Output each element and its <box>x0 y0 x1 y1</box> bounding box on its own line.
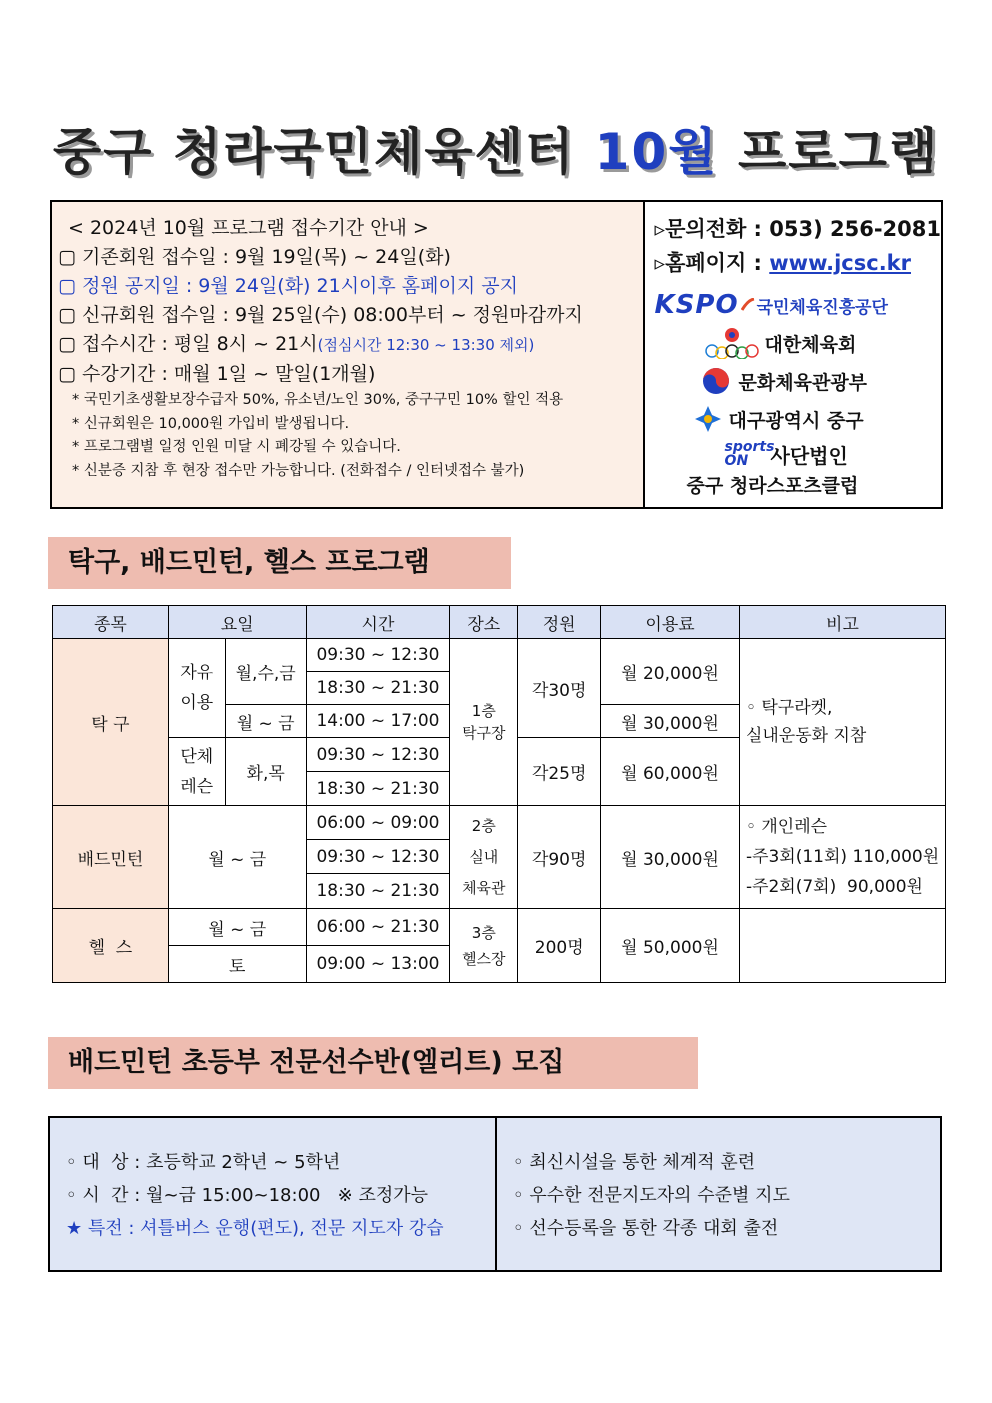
program-table <box>52 605 946 983</box>
hl-note <box>739 909 945 983</box>
sports-council-name: 대한체육회 <box>764 333 857 356</box>
tt-time-5: 18:30 ~ 21:30 <box>306 772 450 806</box>
tt-free-label: 자유 이용 <box>168 639 225 738</box>
bm-time-1: 06:00 ~ 09:00 <box>306 806 450 840</box>
tt-fee-free-weekday: 월 30,000원 <box>601 705 740 738</box>
tt-group-days: 화,목 <box>225 738 306 806</box>
notice-line-announce: ▢ 정원 공지일 : 9월 24일(화) 21시이후 홈페이지 공지 <box>58 275 518 297</box>
header-time: 시간 <box>306 606 450 639</box>
tt-free-days-mwf: 월,수,금 <box>225 639 306 705</box>
elite-details <box>50 1118 497 1270</box>
sport-badminton: 배드민턴 <box>53 806 169 909</box>
elite-features <box>497 1118 940 1270</box>
kspo-logo <box>655 286 941 324</box>
club-type: 사단법인 <box>770 443 848 468</box>
notice-note-id: * 신분증 지참 후 현장 접수만 가능합니다. (전화접수 / 인터넷접수 불가) <box>72 462 525 479</box>
notice-hours-lunch: (점심시간 12:30 ~ 13:30 제외) <box>317 336 535 354</box>
header-place: 장소 <box>450 606 518 639</box>
header-capacity: 정원 <box>518 606 601 639</box>
tt-group-label: 단체 레슨 <box>168 738 225 806</box>
contact-phone: ▹문의전화 : 053) 256-2081 <box>654 217 941 241</box>
club-mark: sports ON <box>724 439 775 469</box>
table-header-row <box>53 606 946 639</box>
bm-time-2: 09:30 ~ 12:30 <box>306 840 450 874</box>
contact-and-sponsors <box>645 202 941 507</box>
city-logo <box>655 400 941 438</box>
table-row <box>53 639 946 672</box>
table-row <box>53 806 946 840</box>
elite-time: ◦ 시 간 : 월~금 15:00~18:00 ※ 조정가능 <box>66 1185 428 1206</box>
tt-capacity-group: 각25명 <box>518 738 601 806</box>
bm-note <box>739 806 945 909</box>
club-name: 중구 청라스포츠클럽 <box>686 474 859 497</box>
header-days: 요일 <box>168 606 306 639</box>
elite-benefit: ★ 특전 : 셔틀버스 운행(편도), 전문 지도자 강습 <box>66 1218 444 1239</box>
notice-heading: < 2024년 10월 프로그램 접수기간 안내 > <box>68 217 429 239</box>
sports-council-logo <box>655 324 941 362</box>
registration-notice <box>52 202 645 507</box>
bm-note-lesson: ◦ 개인레슨 <box>745 817 828 837</box>
bm-capacity: 각90명 <box>518 806 601 909</box>
tt-fee-group: 월 60,000원 <box>601 738 740 806</box>
club-logo <box>655 438 941 470</box>
tt-time-1: 09:30 ~ 12:30 <box>306 639 450 672</box>
elite-feature-facility: ◦ 최신시설을 통한 체계적 훈련 <box>513 1152 756 1173</box>
bm-fee: 월 30,000원 <box>601 806 740 909</box>
bm-time-3: 18:30 ~ 21:30 <box>306 874 450 909</box>
header-fee: 이용료 <box>601 606 740 639</box>
tt-fee-free-mwf: 월 20,000원 <box>601 639 740 705</box>
sport-table-tennis: 탁 구 <box>53 639 169 806</box>
bm-place: 2층 실내 체육관 <box>450 806 518 909</box>
page-title <box>0 112 992 184</box>
homepage-link[interactable]: www.jcsc.kr <box>769 251 911 275</box>
notice-note-discount: * 국민기초생활보장수급자 50%, 유소년/노인 30%, 중구구민 10% 할인 적용 <box>72 392 564 408</box>
city-emblem-icon <box>693 404 723 434</box>
notice-hours-text: ▢ 접수시간 : 평일 8시 ~ 21시 <box>58 333 318 355</box>
hl-days-sat: 토 <box>168 946 306 983</box>
taegeuk-icon <box>701 366 731 396</box>
tt-capacity-free: 각30명 <box>518 639 601 738</box>
bm-note-3x: -주3회(11회) 110,000원 <box>745 847 940 867</box>
hl-time-1: 06:00 ~ 21:30 <box>306 909 450 946</box>
kspo-name: 국민체육진흥공단 <box>756 297 888 318</box>
notice-line-period: ▢ 수강기간 : 매월 1일 ~ 말일(1개월) <box>58 363 376 385</box>
city-name: 대구광역시 중구 <box>728 409 864 432</box>
contact-home-label: ▹홈페이지 : <box>654 251 770 275</box>
notice-note-fee: * 신규회원은 10,000원 가입비 발생됩니다. <box>72 415 350 432</box>
hl-time-2: 09:00 ~ 13:00 <box>306 946 450 983</box>
notice-note-cancel: * 프로그램별 일정 인원 미달 시 폐강될 수 있습니다. <box>72 439 401 455</box>
tt-note: ◦ 탁구라켓, 실내운동화 지참 <box>739 639 945 806</box>
title-accent: 10월 <box>594 123 719 181</box>
elite-feature-competition: ◦ 선수등록을 통한 각종 대회 출전 <box>513 1218 779 1239</box>
tt-time-3: 14:00 ~ 17:00 <box>306 705 450 738</box>
kspo-mark: KSPO <box>654 290 739 320</box>
bm-note-2x: -주2회(7회) 90,000원 <box>745 877 923 897</box>
hl-capacity: 200명 <box>518 909 601 983</box>
sport-health: 헬 스 <box>53 909 169 983</box>
ministry-name: 문화체육관광부 <box>738 371 868 394</box>
hl-fee: 월 50,000원 <box>601 909 740 983</box>
tt-time-2: 18:30 ~ 21:30 <box>306 672 450 705</box>
tt-free-days-weekday: 월 ~ 금 <box>225 705 306 738</box>
olympic-rings-icon <box>703 327 761 359</box>
table-row <box>53 909 946 946</box>
hl-place: 3층 헬스장 <box>450 909 518 983</box>
kspo-swoosh-icon <box>741 298 755 312</box>
registration-info-box <box>50 200 943 509</box>
bm-days: 월 ~ 금 <box>168 806 306 909</box>
program-section-heading: 탁구, 배드민턴, 헬스 프로그램 <box>48 537 511 589</box>
title-part2: 프로그램 <box>737 123 940 181</box>
elite-recruitment-box <box>48 1116 942 1272</box>
elite-feature-coach: ◦ 우수한 전문지도자의 수준별 지도 <box>513 1185 790 1206</box>
notice-line-new: ▢ 신규회원 접수일 : 9월 25일(수) 08:00부터 ~ 정원마감까지 <box>58 304 583 326</box>
hl-days-weekday: 월 ~ 금 <box>168 909 306 946</box>
contact-home <box>655 246 941 280</box>
ministry-logo <box>655 362 941 400</box>
elite-section-heading: 배드민턴 초등부 전문선수반(엘리트) 모집 <box>48 1037 698 1089</box>
notice-line-existing: ▢ 기존회원 접수일 : 9월 19일(목) ~ 24일(화) <box>58 246 451 268</box>
header-note: 비고 <box>739 606 945 639</box>
title-part1: 중구 청라국민체육센터 <box>52 123 576 181</box>
tt-time-4: 09:30 ~ 12:30 <box>306 738 450 772</box>
notice-line-hours <box>58 330 643 360</box>
tt-place: 1층 탁구장 <box>450 639 518 806</box>
header-sport: 종목 <box>53 606 169 639</box>
elite-target: ◦ 대 상 : 초등학교 2학년 ~ 5학년 <box>66 1152 341 1173</box>
